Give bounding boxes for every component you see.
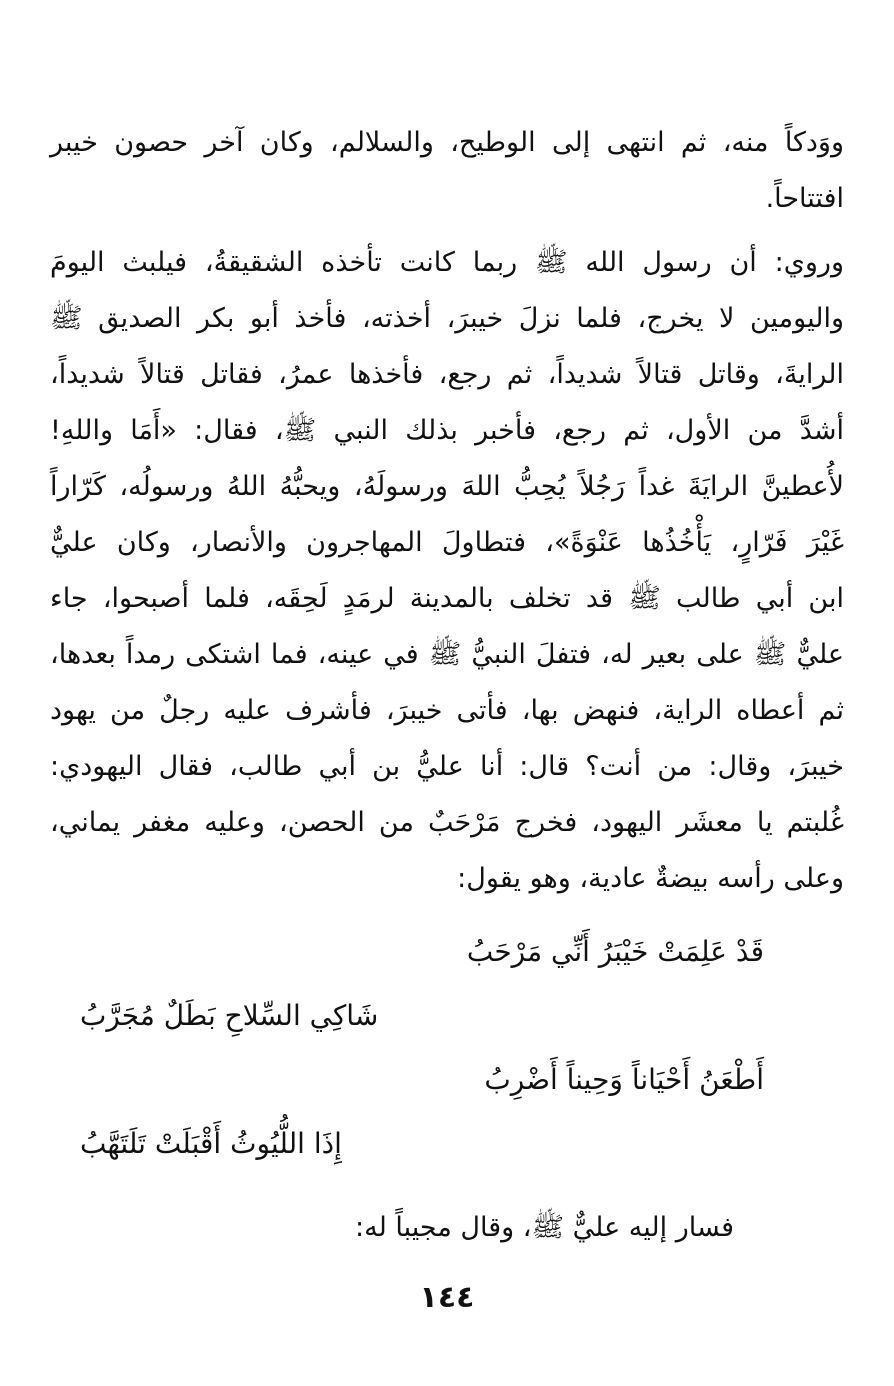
- paragraph-gap: [50, 227, 844, 235]
- text-line: أشدَّ من الأول، ثم رجع، فأخبر بذلك النبي ﷺ، فقال: «أَمَا واللهِ!: [50, 415, 844, 446]
- verse-line: قَدْ عَلِمَتْ خَيْبَرُ أَنِّي مَرْحَبُ: [466, 935, 764, 968]
- text-line: ابن أبي طالب ﷺ قد تخلف بالمدينة لرمَدٍ لَحِقَه، فلما أصبحوا، جاء: [50, 583, 844, 614]
- text-line: وروي: أن رسول الله ﷺ ربما كانت تأخذه الشقيقةُ، فيلبث اليومَ: [50, 247, 844, 278]
- text-line: عليٌّ ﷺ على بعير له، فتفلَ النبيُّ ﷺ في عينه، فما اشتكى رمداً بعدها،: [50, 639, 844, 670]
- text-line: الرايةَ، وقاتل قتالاً شديداً، ثم رجع، فأخذها عمرُ، فقاتل قتالاً شديداً،: [50, 359, 844, 390]
- page-number: ١٤٤: [419, 1280, 475, 1315]
- verse-line: شَاكِي السِّلاحِ بَطَلٌ مُجَرَّبُ: [80, 999, 379, 1032]
- closing-line: فسار إليه عليٌّ ﷺ، وقال مجيباً له:: [355, 1212, 734, 1243]
- text-line: ثم أعطاه الراية، فنهض بها، فأتى خيبرَ، فأشرف عليه رجلٌ من يهود: [50, 695, 844, 726]
- verse-line: إِذَا اللُّيُوثُ أَقْبَلَتْ تَلَتَهَّبُ: [80, 1127, 342, 1160]
- text-line: غَيْرَ فَرّارٍ، يَأْخُذُها عَنْوَةً»، فتطاولَ المهاجرون والأنصار، وكان عليٌّ: [50, 527, 844, 558]
- text-line: ووَدكاً منه، ثم انتهى إلى الوطيح، والسلالم، وكان آخر حصون خيبر: [50, 127, 844, 158]
- poem-verses: [50, 920, 844, 1176]
- text-line: غُلبتم يا معشَر اليهود، فخرج مَرْحَبٌ من الحصن، وعليه مغفر يماني،: [50, 807, 844, 838]
- verse-line: أَطْعَنُ أَحْيَاناً وَحِيناً أَضْرِبُ: [484, 1063, 764, 1096]
- text-line: افتتاحاً.: [765, 183, 844, 214]
- text-line: واليومين لا يخرج، فلما نزلَ خيبرَ، أخذته، فأخذ أبو بكر الصديق ﷺ: [50, 303, 844, 334]
- text-line: خيبرَ، وقال: من أنت؟ قال: أنا عليُّ بن أبي طالب، فقال اليهودي:: [50, 751, 844, 782]
- prose-block: [50, 115, 844, 907]
- text-line: لأُعطينَّ الرايَةَ غداً رَجُلاً يُحِبُّ اللهَ ورسولَهُ، ويحبُّهُ اللهُ ورسولُه، كَرّاراً: [50, 471, 844, 502]
- text-line: وعلى رأسه بيضةٌ عادية، وهو يقول:: [457, 863, 844, 894]
